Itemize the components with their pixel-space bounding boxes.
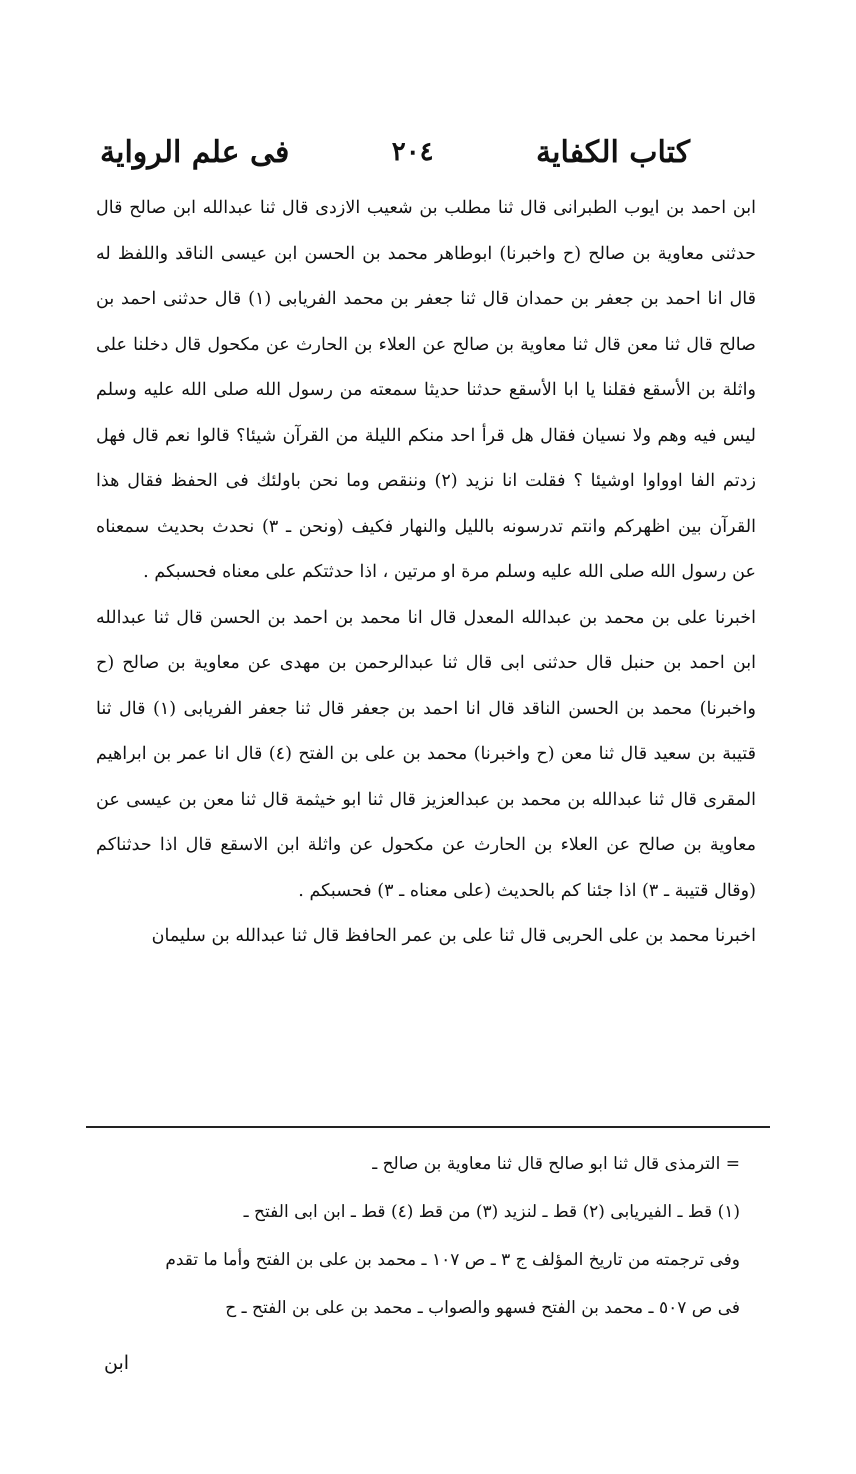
paragraph: اخبرنا على بن محمد بن عبدالله المعدل قال انا محمد بن احمد بن الحسن قال ثنا عبدالله ابن احمد بن حنبل قال حدثنى ابى قال ثنا عبدالرحمن بن مهدى عن معاوية بن صالح (ح واخبرنا) محمد بن الحسن الناقد قال انا احمد بن جعفر قال ثنا جعفر الفريابى (١) قال ثنا قتيبة بن سعيد قال ثنا معن (ح واخبرنا) محمد بن على بن الفتح (٤) قال انا عمر بن ابراهيم المقرى قال ثنا عبدالله بن محمد بن عبدالعزيز قال ثنا ابو خيثمة قال ثنا معن بن عيسى عن معاوية بن صالح عن العلاء بن الحارث عن مكحول عن واثلة ابن الاسقع قال اذا حدثناكم (وقال قتيبة ـ ٣) اذا جئنا كم بالحديث (على معناه ـ ٣) فحسبكم . <box>96 607 757 901</box>
paragraph: اخبرنا محمد بن على الحربى قال ثنا على بن عمر الحافظ قال ثنا عبدالله بن سليمان <box>151 926 756 946</box>
main-text <box>96 186 756 960</box>
running-header <box>100 128 690 176</box>
page-number: ٢٠٤ <box>391 137 434 167</box>
catchword: ابن <box>104 1352 130 1374</box>
paragraph: ابن احمد بن ايوب الطبرانى قال ثنا مطلب بن شعيب الازدى قال ثنا عبدالله ابن صالح قال حدثنى معاوية بن صالح (ح واخبرنا) ابوطاهر محمد بن الحسن ابن عيسى الناقد واللفظ له قال انا احمد بن جعفر بن حمدان قال ثنا جعفر بن محمد الفريابى (١) قال حدثنى احمد بن صالح قال ثنا معن قال ثنا معاوية بن صالح عن العلاء بن الحارث عن مكحول قال دخلنا على واثلة بن الأسقع فقلنا يا ابا الأسقع حدثنا حديثا سمعته من رسول الله صلى الله عليه وسلم ليس فيه وهم ولا نسيان فقال هل قرأ احد منكم الليلة من القرآن شيئا؟ قالوا نعم قال فهل زدتم الفا اوواوا اوشيئا ؟ فقلت انا نزيد (٢) وننقص وما نحن باولئك فى الحفظ فقال هذا القرآن بين اظهركم وانتم تدرسونه بالليل والنهار فكيف (ونحن ـ ٣) نحدث بحديث سمعناه عن رسول الله صلى الله عليه وسلم مرة او مرتين ، اذا حدثتكم على معناه فحسبكم . <box>96 198 756 582</box>
footnote-line: = الترمذى قال ثنا ابو صالح قال ثنا معاوية بن صالح ـ <box>372 1154 740 1174</box>
footnote-line: وفى ترجمته من تاريخ المؤلف ج ٣ ـ ص ١٠٧ ـ محمد بن على بن الفتح وأما ما تقدم <box>165 1250 740 1270</box>
book-title: كتاب الكفاية <box>536 134 690 170</box>
footnotes <box>100 1140 740 1332</box>
footnote-line: فى ص ٥٠٧ ـ محمد بن الفتح فسهو والصواب ـ محمد بن على بن الفتح ـ ح <box>225 1298 740 1318</box>
footnote-divider <box>86 1126 770 1128</box>
book-subtitle: فى علم الرواية <box>100 134 290 170</box>
footnote-line: (١) قط ـ الفيريابى (٢) قط ـ لنزيد (٣) من قط (٤) قط ـ ابن ابى الفتح ـ <box>243 1202 740 1222</box>
